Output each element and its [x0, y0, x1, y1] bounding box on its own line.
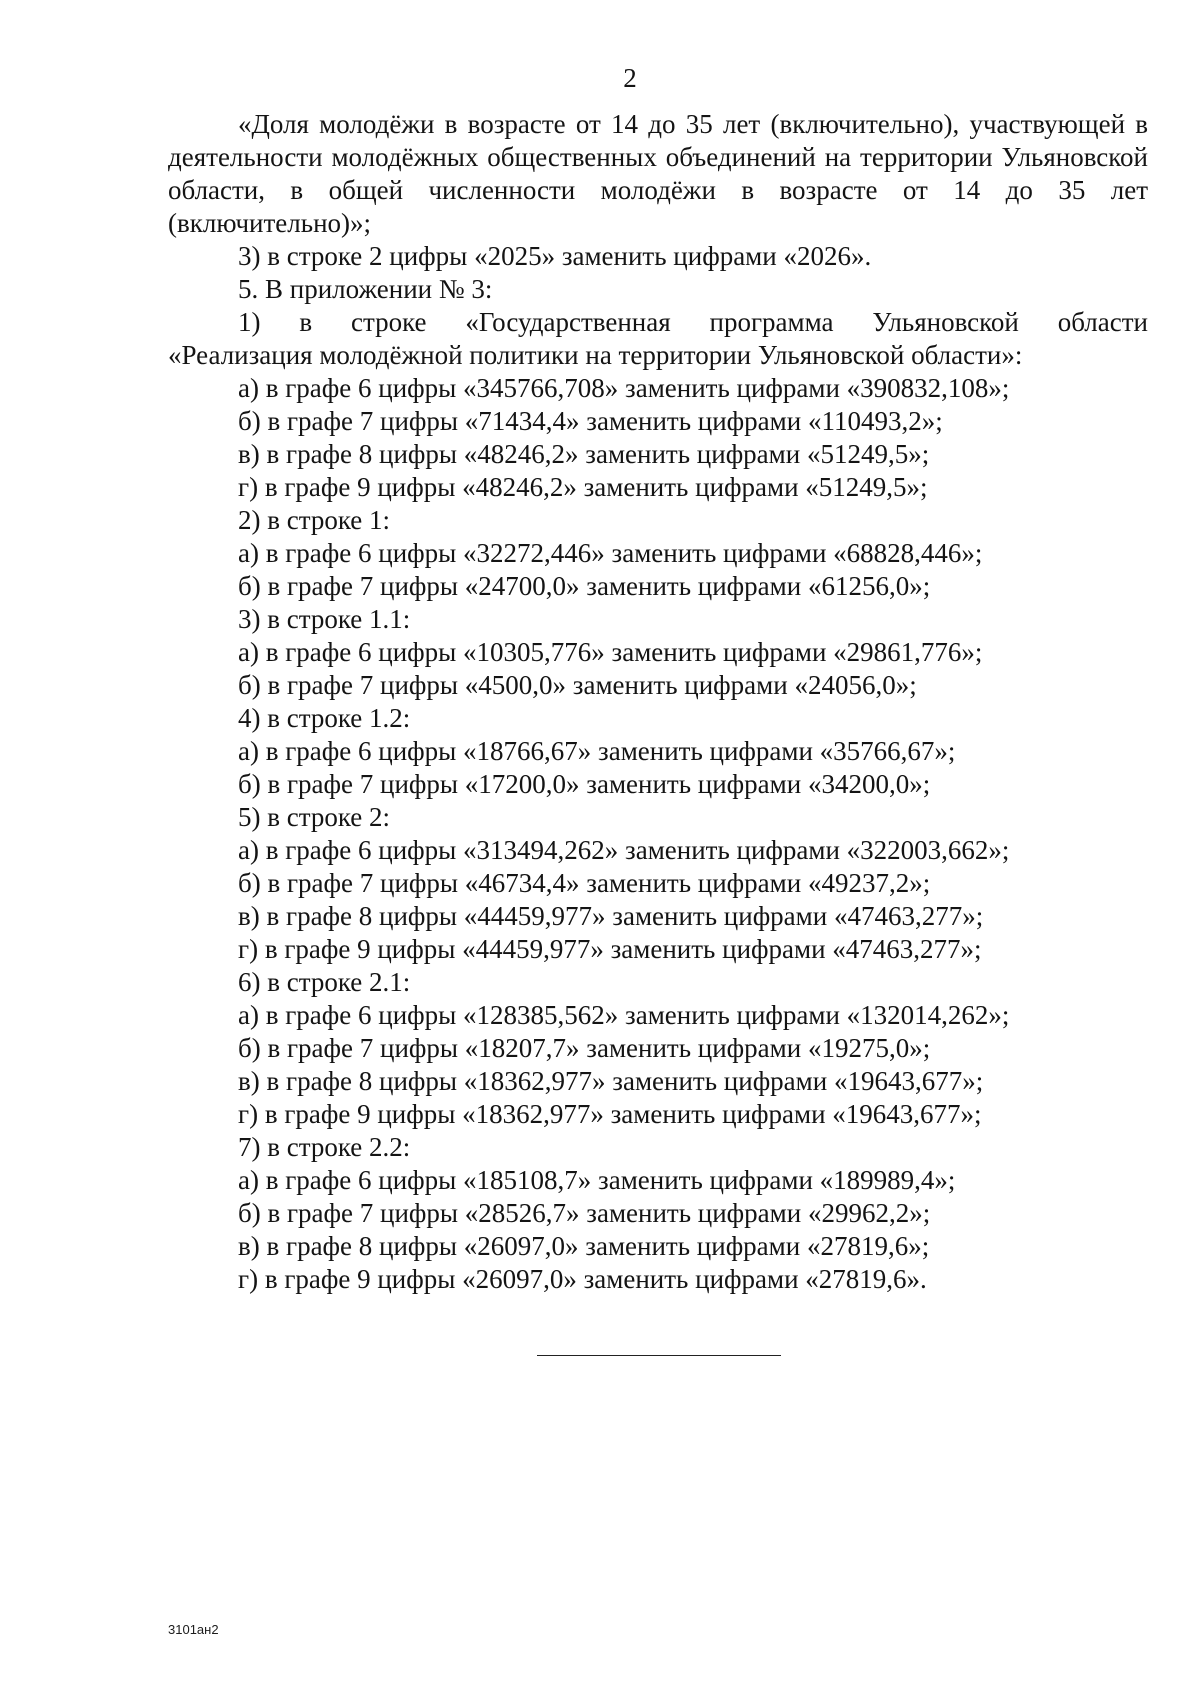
amendment-line: в) в графе 8 цифры «48246,2» заменить цифрами «51249,5»; [238, 439, 930, 469]
page-number: 2 [623, 63, 637, 93]
amendment-line: г) в графе 9 цифры «44459,977» заменить цифрами «47463,277»; [238, 934, 982, 964]
amendment-line: 4) в строке 1.2: [238, 703, 411, 733]
amendment-line: 5) в строке 2: [238, 802, 391, 832]
amendment-line: 3) в строке 1.1: [238, 604, 411, 634]
amendment-item: 1) в строке «Государственная программа Ульяновской области [238, 307, 1148, 337]
amendment-line: б) в графе 7 цифры «71434,4» заменить цифрами «110493,2»; [238, 406, 943, 436]
end-of-document-rule [537, 1355, 781, 1356]
document-body [168, 108, 1148, 1296]
amendment-line: б) в графе 7 цифры «4500,0» заменить цифрами «24056,0»; [238, 670, 917, 700]
amendment-line: а) в графе 6 цифры «18766,67» заменить цифрами «35766,67»; [238, 736, 956, 766]
amendment-line: г) в графе 9 цифры «26097,0» заменить цифрами «27819,6». [238, 1264, 927, 1294]
amendment-line: а) в графе 6 цифры «128385,562» заменить цифрами «132014,262»; [238, 1000, 1010, 1030]
amendment-line: 2) в строке 1: [238, 505, 391, 535]
amendment-line: а) в графе 6 цифры «32272,446» заменить цифрами «68828,446»; [238, 538, 983, 568]
amendment-line: а) в графе 6 цифры «185108,7» заменить цифрами «189989,4»; [238, 1165, 956, 1195]
amendment-line: б) в графе 7 цифры «46734,4» заменить цифрами «49237,2»; [238, 868, 931, 898]
amendment-line: 6) в строке 2.1: [238, 967, 411, 997]
program-title-line: «Реализация молодёжной политики на территории Ульяновской области»: [168, 340, 1023, 370]
document-code: 3101ан2 [168, 1622, 219, 1637]
amendment-line: в) в графе 8 цифры «44459,977» заменить цифрами «47463,277»; [238, 901, 984, 931]
amendment-item: 3) в строке 2 цифры «2025» заменить цифрами «2026». [238, 241, 872, 271]
amendment-line: б) в графе 7 цифры «24700,0» заменить цифрами «61256,0»; [238, 571, 931, 601]
amendment-line: г) в графе 9 цифры «48246,2» заменить цифрами «51249,5»; [238, 472, 928, 502]
amendment-line: б) в графе 7 цифры «17200,0» заменить цифрами «34200,0»; [238, 769, 931, 799]
amendment-line: в) в графе 8 цифры «18362,977» заменить цифрами «19643,677»; [238, 1066, 984, 1096]
amendment-line: в) в графе 8 цифры «26097,0» заменить цифрами «27819,6»; [238, 1231, 930, 1261]
amendment-line: б) в графе 7 цифры «28526,7» заменить цифрами «29962,2»; [238, 1198, 931, 1228]
amendment-line: а) в графе 6 цифры «10305,776» заменить цифрами «29861,776»; [238, 637, 983, 667]
amendment-line: 7) в строке 2.2: [238, 1132, 411, 1162]
amendment-line: г) в графе 9 цифры «18362,977» заменить цифрами «19643,677»; [238, 1099, 982, 1129]
section-heading: 5. В приложении № 3: [238, 274, 493, 304]
amendment-line: б) в графе 7 цифры «18207,7» заменить цифрами «19275,0»; [238, 1033, 931, 1063]
amendment-line: а) в графе 6 цифры «345766,708» заменить цифрами «390832,108»; [238, 373, 1010, 403]
amendment-line: а) в графе 6 цифры «313494,262» заменить цифрами «322003,662»; [238, 835, 1010, 865]
quoted-indicator-paragraph: «Доля молодёжи в возрасте от 14 до 35 лет (включительно), участвующей в деятельности молодёжных общественных объединений на территории Ульяновской области, в общей численности молодёжи в возрасте от 14 до 35 лет (включительно)»; [168, 109, 1148, 238]
